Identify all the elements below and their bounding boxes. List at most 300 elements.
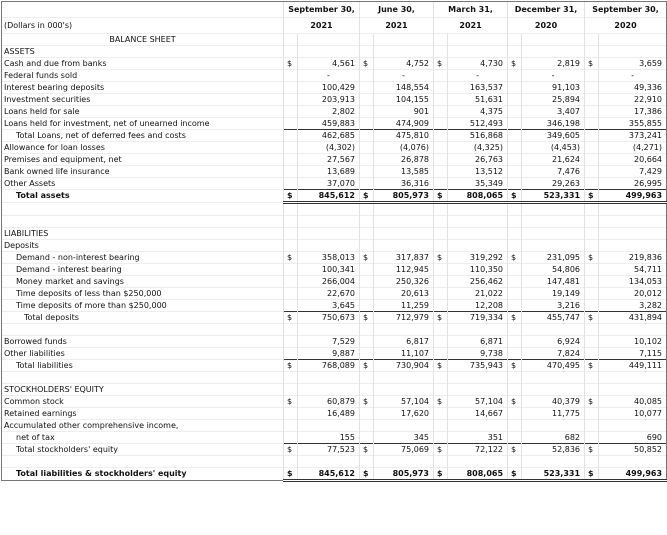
- section-header-row: [2, 420, 667, 432]
- empty-cell: [522, 324, 585, 336]
- value-cell: 317,837: [374, 252, 434, 264]
- currency-symbol: [284, 178, 298, 190]
- currency-symbol: [508, 82, 522, 94]
- value-cell: 4,561: [298, 58, 360, 70]
- value-cell: 100,429: [298, 82, 360, 94]
- currency-symbol: [508, 154, 522, 166]
- empty-cell: [360, 46, 374, 58]
- value-cell: 112,945: [374, 264, 434, 276]
- row-label: Total Loans, net of deferred fees and costs: [2, 130, 284, 142]
- value-cell: 26,763: [448, 154, 508, 166]
- currency-symbol: [434, 300, 448, 312]
- value-cell: 155: [298, 432, 360, 444]
- period-month-header: June 30,: [360, 2, 434, 18]
- currency-symbol: [585, 130, 599, 142]
- blank-row: [2, 372, 667, 384]
- value-cell: 20,664: [599, 154, 667, 166]
- value-cell: 6,924: [522, 336, 585, 348]
- currency-symbol: [508, 106, 522, 118]
- empty-cell: [599, 372, 667, 384]
- value-cell: 475,810: [374, 130, 434, 142]
- table-row: [2, 468, 667, 481]
- table-row: [2, 312, 667, 324]
- value-cell: 845,612: [298, 190, 360, 203]
- value-cell: -: [448, 70, 508, 82]
- value-cell: 40,379: [522, 396, 585, 408]
- row-label: Total assets: [2, 190, 284, 203]
- empty-cell: [585, 372, 599, 384]
- table-row: [2, 58, 667, 70]
- currency-symbol: [585, 178, 599, 190]
- currency-symbol: [585, 432, 599, 444]
- currency-symbol: [360, 118, 374, 130]
- currency-symbol: $: [360, 190, 374, 203]
- currency-symbol: [284, 348, 298, 360]
- empty-cell: [508, 228, 522, 240]
- value-cell: 735,943: [448, 360, 508, 372]
- row-label: net of tax: [2, 432, 284, 444]
- empty-cell: [508, 384, 522, 396]
- empty-cell: [522, 46, 585, 58]
- value-cell: 523,331: [522, 468, 585, 481]
- value-cell: 805,973: [374, 190, 434, 203]
- currency-symbol: $: [434, 360, 448, 372]
- table-row: [2, 276, 667, 288]
- value-cell: 3,407: [522, 106, 585, 118]
- value-cell: 54,806: [522, 264, 585, 276]
- row-label: Time deposits of more than $250,000: [2, 300, 284, 312]
- currency-symbol: $: [434, 58, 448, 70]
- empty-cell: [298, 420, 360, 432]
- currency-symbol: $: [284, 360, 298, 372]
- value-cell: 9,738: [448, 348, 508, 360]
- empty-cell: [374, 456, 434, 468]
- empty-cell: [360, 384, 374, 396]
- currency-symbol: [508, 264, 522, 276]
- value-cell: 7,476: [522, 166, 585, 178]
- currency-symbol: [585, 94, 599, 106]
- currency-symbol: [585, 276, 599, 288]
- section-header: LIABILITIES: [2, 228, 284, 240]
- row-label: Cash and due from banks: [2, 58, 284, 70]
- row-label: Time deposits of less than $250,000: [2, 288, 284, 300]
- value-cell: 104,155: [374, 94, 434, 106]
- header-spacer: [2, 2, 284, 18]
- row-label: Total liabilities & stockholders' equity: [2, 468, 284, 481]
- currency-symbol: $: [585, 468, 599, 481]
- value-cell: 351: [448, 432, 508, 444]
- table-row: [2, 348, 667, 360]
- value-cell: 57,104: [374, 396, 434, 408]
- empty-cell: [522, 384, 585, 396]
- currency-symbol: [434, 130, 448, 142]
- value-cell: 768,089: [298, 360, 360, 372]
- value-cell: 100,341: [298, 264, 360, 276]
- empty-cell: [599, 324, 667, 336]
- section-header: Deposits: [2, 240, 284, 252]
- empty-cell: [360, 203, 374, 216]
- value-cell: 7,115: [599, 348, 667, 360]
- empty-cell: [284, 46, 298, 58]
- currency-symbol: $: [360, 312, 374, 324]
- empty-cell: [448, 420, 508, 432]
- currency-symbol: [284, 106, 298, 118]
- currency-symbol: $: [434, 396, 448, 408]
- currency-symbol: [434, 106, 448, 118]
- value-cell: 13,512: [448, 166, 508, 178]
- value-cell: 6,817: [374, 336, 434, 348]
- empty-cell: [284, 228, 298, 240]
- period-year-header: 2020: [585, 18, 667, 34]
- currency-symbol: [585, 288, 599, 300]
- period-year-header: 2021: [434, 18, 508, 34]
- currency-symbol: $: [508, 190, 522, 203]
- empty-cell: [298, 456, 360, 468]
- value-cell: 22,670: [298, 288, 360, 300]
- empty-cell: [360, 324, 374, 336]
- value-cell: 256,462: [448, 276, 508, 288]
- table-row: [2, 360, 667, 372]
- value-cell: 26,995: [599, 178, 667, 190]
- empty-cell: [585, 456, 599, 468]
- empty-cell: [298, 324, 360, 336]
- currency-symbol: [508, 348, 522, 360]
- value-cell: 219,836: [599, 252, 667, 264]
- empty-cell: [2, 216, 284, 228]
- value-cell: 358,013: [298, 252, 360, 264]
- empty-cell: [360, 372, 374, 384]
- currency-symbol: [284, 94, 298, 106]
- value-cell: 250,326: [374, 276, 434, 288]
- empty-cell: [374, 420, 434, 432]
- table-row: [2, 190, 667, 203]
- currency-symbol: $: [284, 468, 298, 481]
- value-cell: 512,493: [448, 118, 508, 130]
- value-cell: 49,336: [599, 82, 667, 94]
- value-cell: (4,076): [374, 142, 434, 154]
- empty-cell: [448, 46, 508, 58]
- currency-symbol: [284, 432, 298, 444]
- row-label: Loans held for sale: [2, 106, 284, 118]
- value-cell: (4,453): [522, 142, 585, 154]
- empty-cell: [508, 456, 522, 468]
- empty-cell: [284, 384, 298, 396]
- value-cell: -: [374, 70, 434, 82]
- currency-symbol: $: [508, 252, 522, 264]
- currency-symbol: [434, 82, 448, 94]
- empty-cell: [2, 203, 284, 216]
- period-month-header: September 30,: [284, 2, 360, 18]
- currency-symbol: [508, 300, 522, 312]
- empty-cell: [360, 216, 374, 228]
- currency-symbol: $: [508, 360, 522, 372]
- table-row: [2, 408, 667, 420]
- value-cell: 22,910: [599, 94, 667, 106]
- row-label: Loans held for investment, net of unearned income: [2, 118, 284, 130]
- period-year-header: 2020: [508, 18, 585, 34]
- currency-symbol: $: [434, 312, 448, 324]
- value-cell: 3,645: [298, 300, 360, 312]
- currency-symbol: $: [360, 396, 374, 408]
- currency-symbol: $: [284, 252, 298, 264]
- row-label: Total liabilities: [2, 360, 284, 372]
- value-cell: 26,878: [374, 154, 434, 166]
- value-cell: 499,963: [599, 190, 667, 203]
- value-cell: 845,612: [298, 468, 360, 481]
- empty-cell: [284, 324, 298, 336]
- empty-cell: [508, 203, 522, 216]
- currency-symbol: $: [434, 468, 448, 481]
- value-cell: 6,871: [448, 336, 508, 348]
- currency-symbol: [585, 300, 599, 312]
- empty-cell: [508, 420, 522, 432]
- currency-symbol: [360, 94, 374, 106]
- row-label: Demand - interest bearing: [2, 264, 284, 276]
- currency-symbol: $: [360, 444, 374, 456]
- currency-symbol: [284, 118, 298, 130]
- currency-symbol: [434, 288, 448, 300]
- value-cell: 355,855: [599, 118, 667, 130]
- currency-symbol: [284, 130, 298, 142]
- value-cell: 203,913: [298, 94, 360, 106]
- value-cell: 13,689: [298, 166, 360, 178]
- empty-cell: [508, 240, 522, 252]
- table-row: [2, 288, 667, 300]
- currency-symbol: [508, 408, 522, 420]
- value-cell: 455,747: [522, 312, 585, 324]
- value-cell: 19,149: [522, 288, 585, 300]
- value-cell: 2,802: [298, 106, 360, 118]
- value-cell: -: [599, 70, 667, 82]
- currency-symbol: [585, 336, 599, 348]
- currency-symbol: $: [508, 444, 522, 456]
- empty-cell: [434, 456, 448, 468]
- section-header-row: [2, 240, 667, 252]
- table-row: [2, 70, 667, 82]
- empty-cell: [599, 456, 667, 468]
- value-cell: 431,894: [599, 312, 667, 324]
- table-row: [2, 264, 667, 276]
- section-header-row: [2, 46, 667, 58]
- empty-cell: [448, 228, 508, 240]
- value-cell: 148,554: [374, 82, 434, 94]
- currency-symbol: [434, 166, 448, 178]
- currency-symbol: [360, 142, 374, 154]
- currency-symbol: [585, 70, 599, 82]
- sheet-title: BALANCE SHEET: [2, 34, 284, 46]
- currency-symbol: [360, 264, 374, 276]
- section-header: STOCKHOLDERS' EQUITY: [2, 384, 284, 396]
- empty-cell: [298, 228, 360, 240]
- empty-cell: [360, 420, 374, 432]
- currency-symbol: [508, 166, 522, 178]
- value-cell: 77,523: [298, 444, 360, 456]
- value-cell: 808,065: [448, 190, 508, 203]
- value-cell: 9,887: [298, 348, 360, 360]
- empty-cell: [508, 46, 522, 58]
- value-cell: 750,673: [298, 312, 360, 324]
- value-cell: 3,216: [522, 300, 585, 312]
- empty-cell: [522, 420, 585, 432]
- empty-cell: [508, 372, 522, 384]
- currency-symbol: $: [585, 360, 599, 372]
- section-header-row: [2, 228, 667, 240]
- empty-cell: [585, 384, 599, 396]
- blank-row: [2, 203, 667, 216]
- value-cell: 346,198: [522, 118, 585, 130]
- empty-cell: [448, 372, 508, 384]
- section-header: ASSETS: [2, 46, 284, 58]
- empty-cell: [448, 384, 508, 396]
- period-year-header: 2021: [360, 18, 434, 34]
- value-cell: 50,852: [599, 444, 667, 456]
- currency-symbol: [284, 82, 298, 94]
- table-row: [2, 300, 667, 312]
- empty-cell: [585, 203, 599, 216]
- currency-symbol: $: [360, 468, 374, 481]
- empty-cell: [522, 456, 585, 468]
- value-cell: 373,241: [599, 130, 667, 142]
- value-cell: 16,489: [298, 408, 360, 420]
- currency-symbol: [508, 336, 522, 348]
- currency-symbol: $: [434, 252, 448, 264]
- currency-symbol: $: [585, 252, 599, 264]
- empty-cell: [374, 46, 434, 58]
- empty-cell: [284, 420, 298, 432]
- currency-symbol: [585, 118, 599, 130]
- currency-symbol: [434, 264, 448, 276]
- currency-symbol: [284, 70, 298, 82]
- empty-cell: [284, 203, 298, 216]
- currency-symbol: $: [284, 312, 298, 324]
- row-label: Interest bearing deposits: [2, 82, 284, 94]
- value-cell: 11,775: [522, 408, 585, 420]
- currency-symbol: [508, 178, 522, 190]
- value-cell: 7,429: [599, 166, 667, 178]
- value-cell: 36,316: [374, 178, 434, 190]
- currency-symbol: [434, 94, 448, 106]
- value-cell: 4,375: [448, 106, 508, 118]
- row-label: Investment securities: [2, 94, 284, 106]
- currency-symbol: [360, 82, 374, 94]
- currency-symbol: $: [434, 444, 448, 456]
- empty-cell: [374, 216, 434, 228]
- value-cell: 37,070: [298, 178, 360, 190]
- currency-symbol: [585, 154, 599, 166]
- table-row: [2, 154, 667, 166]
- currency-symbol: [284, 336, 298, 348]
- empty-cell: [585, 216, 599, 228]
- empty-cell: [298, 216, 360, 228]
- value-cell: 17,386: [599, 106, 667, 118]
- table-row: [2, 94, 667, 106]
- empty-cell: [448, 324, 508, 336]
- table-row: [2, 82, 667, 94]
- currency-symbol: $: [284, 444, 298, 456]
- value-cell: 72,122: [448, 444, 508, 456]
- value-cell: 54,711: [599, 264, 667, 276]
- table-row: [2, 444, 667, 456]
- empty-cell: [448, 456, 508, 468]
- currency-symbol: [508, 276, 522, 288]
- currency-symbol: [360, 106, 374, 118]
- value-cell: 110,350: [448, 264, 508, 276]
- currency-symbol: [508, 288, 522, 300]
- value-cell: 805,973: [374, 468, 434, 481]
- value-cell: 470,495: [522, 360, 585, 372]
- empty-cell: [599, 216, 667, 228]
- value-cell: 147,481: [522, 276, 585, 288]
- empty-cell: [448, 216, 508, 228]
- value-cell: 13,585: [374, 166, 434, 178]
- value-cell: 719,334: [448, 312, 508, 324]
- empty-cell: [2, 456, 284, 468]
- empty-cell: [599, 46, 667, 58]
- row-label: Total deposits: [2, 312, 284, 324]
- currency-symbol: [508, 130, 522, 142]
- empty-cell: [284, 372, 298, 384]
- currency-symbol: [434, 118, 448, 130]
- row-label: Demand - non-interest bearing: [2, 252, 284, 264]
- table-row: [2, 252, 667, 264]
- value-cell: 17,620: [374, 408, 434, 420]
- currency-symbol: [360, 300, 374, 312]
- value-cell: 449,111: [599, 360, 667, 372]
- empty-cell: [374, 228, 434, 240]
- currency-symbol: $: [284, 190, 298, 203]
- units-note: (Dollars in 000's): [2, 18, 284, 34]
- empty-cell: [284, 216, 298, 228]
- table-row: [2, 142, 667, 154]
- value-cell: 2,819: [522, 58, 585, 70]
- value-cell: 75,069: [374, 444, 434, 456]
- currency-symbol: [585, 82, 599, 94]
- currency-symbol: $: [360, 58, 374, 70]
- currency-symbol: [434, 154, 448, 166]
- period-month-header: December 31,: [508, 2, 585, 18]
- empty-cell: [360, 240, 374, 252]
- empty-cell: [522, 372, 585, 384]
- empty-cell: [434, 216, 448, 228]
- value-cell: 523,331: [522, 190, 585, 203]
- value-cell: 349,605: [522, 130, 585, 142]
- row-label: Premises and equipment, net: [2, 154, 284, 166]
- empty-cell: [585, 420, 599, 432]
- header-row-year: [2, 18, 667, 34]
- currency-symbol: [434, 178, 448, 190]
- value-cell: 462,685: [298, 130, 360, 142]
- currency-symbol: [284, 288, 298, 300]
- value-cell: 52,836: [522, 444, 585, 456]
- value-cell: (4,271): [599, 142, 667, 154]
- value-cell: 11,259: [374, 300, 434, 312]
- empty-cell: [434, 228, 448, 240]
- row-label: Bank owned life insurance: [2, 166, 284, 178]
- value-cell: 516,868: [448, 130, 508, 142]
- empty-cell: [434, 46, 448, 58]
- row-label: Other Assets: [2, 178, 284, 190]
- currency-symbol: [360, 130, 374, 142]
- currency-symbol: [360, 336, 374, 348]
- value-cell: 134,053: [599, 276, 667, 288]
- value-cell: 808,065: [448, 468, 508, 481]
- empty-cell: [2, 324, 284, 336]
- table-row: [2, 178, 667, 190]
- value-cell: 21,022: [448, 288, 508, 300]
- empty-cell: [434, 384, 448, 396]
- currency-symbol: [508, 432, 522, 444]
- header-row-month: [2, 2, 667, 18]
